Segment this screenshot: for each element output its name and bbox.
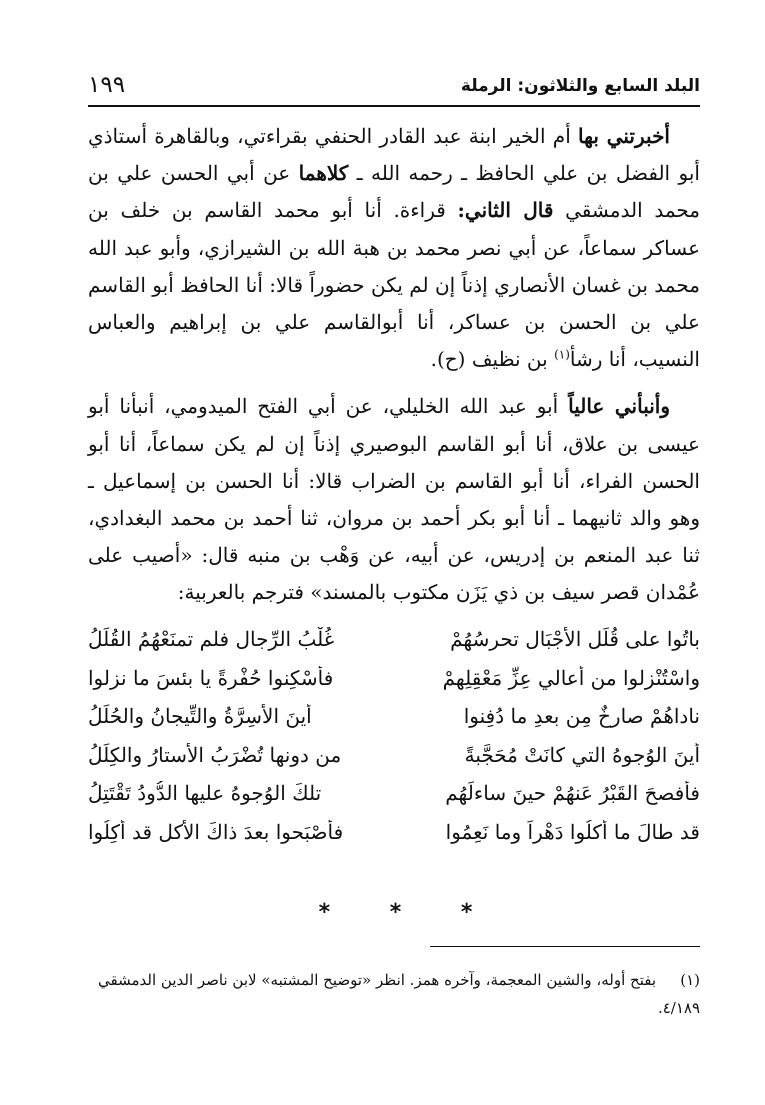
main-text (88, 118, 700, 612)
poem-verse (88, 697, 700, 736)
poem-verse (88, 620, 700, 659)
paragraph-2-text: أبو عبد الله الخليلي، عن أبي الفتح الميدومي، أنبأنا أبو عيسى بن علاق، أنا أبو القاسم البوصيري إذناً إن لم يكن سماعاً، أنا أبو الحسن الفراء، أنا أبو القاسم بن الضراب قالا: أنا الحسن بن إسماعيل ـ وهو والد ثانيهما ـ أنا أبو بكر أحمد بن مروان، ثنا أحمد بن محمد البغدادي، ثنا عبد المنعم بن إدريس، عن أبيه، عن وَهْب بن منبه قال: «أصيب على عُمْدان قصر سيف بن ذي يَزَن مكتوب بالمسند» فترجم بالعربية: (88, 394, 700, 605)
section-separator: * * * (318, 900, 499, 925)
poem-second-hemistich: فأُسْكِنوا حُفْرةً يا بئسَ ما نزلوا (88, 665, 334, 690)
footnote-text: بفتح أوله، والشين المعجمة، وآخره همز. انظر «توضيح المشتبه» لابن ناصر الدين الدمشقي ٤/١٨٩. (98, 971, 700, 1017)
poem-verse (88, 813, 700, 852)
poem-first-hemistich: واسْتُنْزِلوا من أعالي عِزِّ مَعْقِلِهِمْ (442, 665, 700, 690)
header-rule (88, 105, 700, 107)
paragraph-1-text-c: قراءة. أنا أبو محمد القاسم بن خلف بن عساكر سماعاً، عن أبي نصر محمد بن هبة الله بن الشيرازي، وأبو عبد الله محمد بن غسان الأنصاري إذناً إن لم يكن حضوراً قالا: أنا الحافظ أبو القاسم علي بن الحسن بن عساكر، أنا أبوالقاسم علي بن إبراهيم والعباس النسيب، أنا رشأ (88, 198, 700, 372)
poem (88, 620, 700, 851)
poem-verse (88, 774, 700, 813)
poem-second-hemistich: فأصْبَحوا بعدَ ذاكَ الأكلِ قد أُكِلُوا (88, 819, 344, 844)
poem-first-hemistich: قد طالَ ما أكلُوا دَهْراً وما نَعِمُوا (445, 819, 700, 844)
footnote-rule (430, 946, 700, 947)
running-title: البلد السابع والثلاثون: الرملة (460, 76, 700, 96)
page-header (88, 74, 700, 102)
paragraph-1-lead: أخبرتني بها (578, 124, 670, 148)
page-number: ١٩٩ (88, 72, 126, 98)
paragraph-1 (88, 118, 700, 378)
poem-first-hemistich: فأفصحَ القَبْرُ عَنهُمْ حينَ ساءلَهُم (445, 781, 700, 806)
poem-second-hemistich: تلكَ الوُجوهُ عليها الدُّودُ تَقْتَتِلُ (88, 781, 322, 806)
paragraph-1-bold-b: قال الثاني: (457, 198, 554, 223)
paragraph-2-lead: وأنبأني عالياً (568, 394, 671, 419)
paragraph-1-text-d: بن نظيف (ح). (430, 347, 555, 372)
poem-second-hemistich: أينَ الأسِرَّةُ والتِّيجانُ والحُلَلُ (88, 704, 312, 729)
paragraph-2 (88, 388, 700, 611)
poem-first-hemistich: ناداهُمْ صارخٌ مِن بعدِ ما دُفِنوا (463, 704, 700, 729)
paragraph-1-text-b: عن أبي الحسن علي بن محمد الدمشقي (88, 161, 701, 223)
poem-second-hemistich: غُلْبُ الرِّجالِ فلم تمنَعْهُمُ القُلَلُ (88, 627, 335, 652)
poem-second-hemistich: من دونها تُضْرَبُ الأستارُ والكِلَلُ (88, 742, 342, 767)
footnote (88, 966, 700, 1022)
poem-first-hemistich: أينَ الوُجوهُ التي كانَتْ مُحَجَّبةً (464, 742, 700, 767)
paragraph-1-text-a: أم الخير ابنة عبد القادر الحنفي بقراءتي، وبالقاهرة أستاذي أبو الفضل بن علي الحافظ ـ رحمه الله ـ (88, 124, 700, 186)
poem-verse (88, 659, 700, 698)
poem-first-hemistich: باتُوا على قُلَلِ الأجْبَالِ تحرسُهُمْ (450, 627, 700, 652)
footnote-number: (١) (680, 971, 700, 989)
poem-verse (88, 736, 700, 775)
footnote-reference[interactable]: (١) (554, 347, 570, 362)
paragraph-1-bold-a: كلاهما (298, 161, 349, 186)
